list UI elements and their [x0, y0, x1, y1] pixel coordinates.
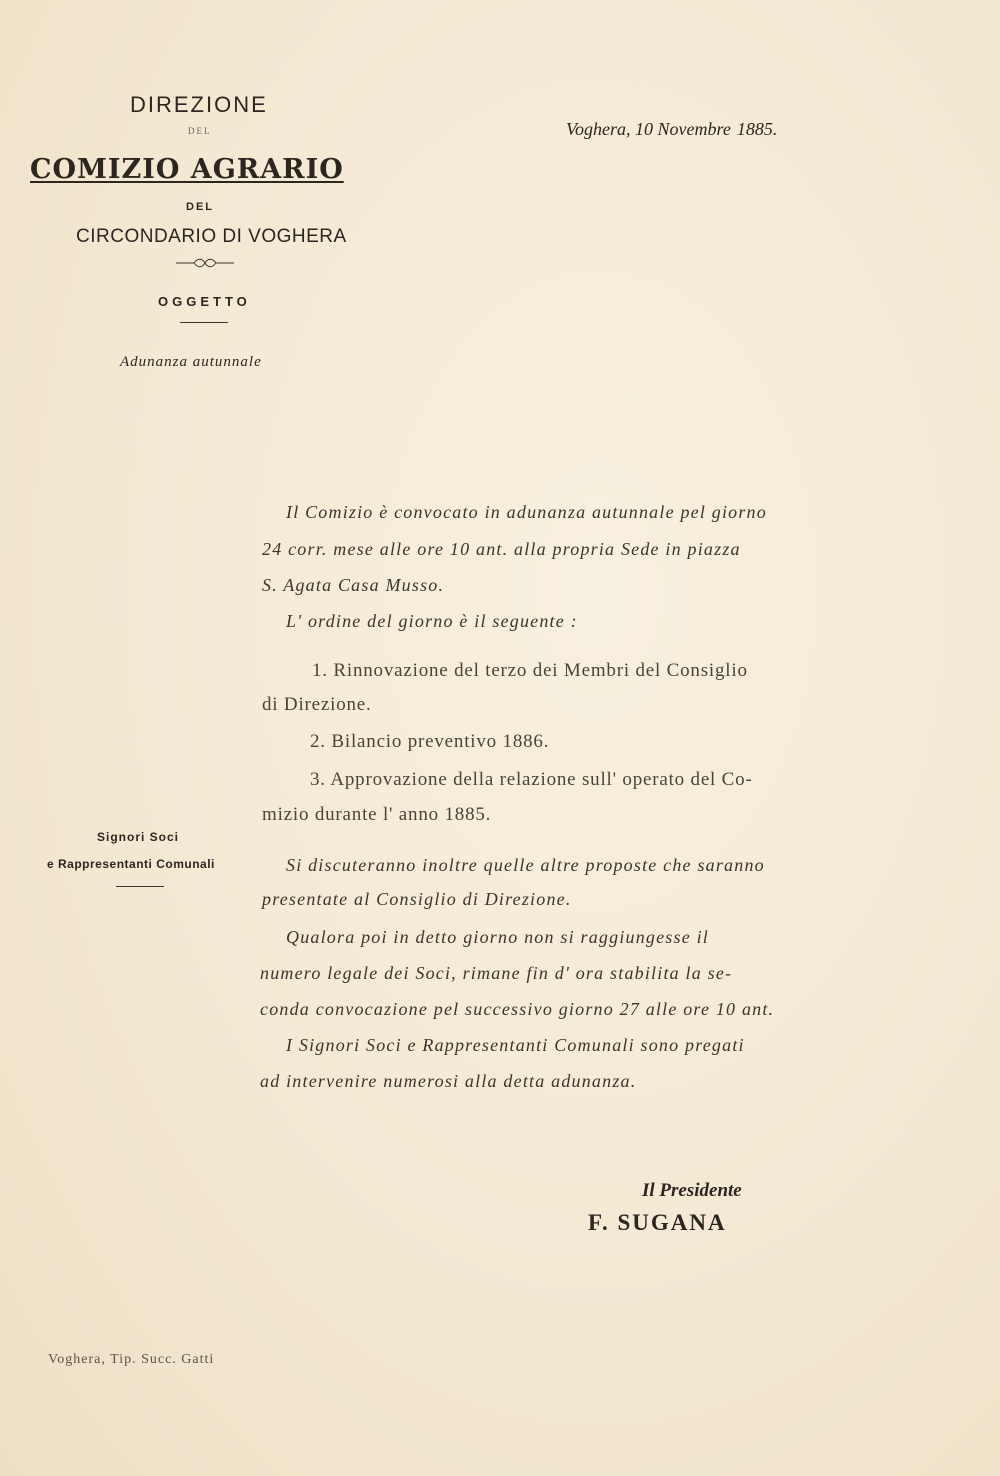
addressee-line: e Rappresentanti Comunali: [47, 857, 215, 871]
body-line: presentate al Consiglio di Direzione.: [262, 889, 572, 909]
letterhead-comizio-agrario: COMIZIO AGRARIO: [30, 154, 344, 185]
oggetto-rule: [180, 322, 228, 323]
addressee-line: Signori Soci: [97, 830, 180, 844]
body-line: 24 corr. mese alle ore 10 ant. alla propria Sede in piazza: [262, 539, 741, 559]
agenda-item: di Direzione.: [262, 694, 372, 715]
addressee-rule: [116, 886, 164, 887]
letterhead-circondario: CIRCONDARIO DI VOGHERA: [76, 226, 347, 247]
agenda-item: 1. Rinnovazione del terzo dei Membri del Consiglio: [312, 660, 748, 681]
agenda-item: 2. Bilancio preventivo 1886.: [310, 731, 550, 752]
body-line: conda convocazione pel successivo giorno 27 alle ore 10 ant.: [260, 999, 775, 1019]
agenda-intro: L' ordine del giorno è il seguente :: [286, 611, 578, 631]
oggetto-label: OGGETTO: [158, 294, 251, 309]
printer-imprint: Voghera, Tip. Succ. Gatti: [48, 1352, 215, 1367]
agenda-item: mizio durante l' anno 1885.: [262, 804, 492, 825]
body-line: I Signori Soci e Rappresentanti Comunali sono pregati: [286, 1035, 745, 1055]
letterhead-del: DEL: [186, 201, 214, 213]
body-line: ad intervenire numerosi alla detta adunanza.: [260, 1071, 637, 1091]
date-line: [566, 119, 777, 140]
signature-name: F. SUGANA: [588, 1210, 727, 1235]
ornament-icon: [176, 258, 234, 268]
date-text: Voghera, 10 Novembre: [566, 119, 731, 139]
letterhead-del-small: DEL: [188, 126, 212, 136]
signature-title: Il Presidente: [642, 1180, 742, 1201]
body-line: numero legale dei Soci, rimane fin d' ora stabilita la se-: [260, 963, 733, 983]
body-line: Qualora poi in detto giorno non si raggiungesse il: [286, 927, 710, 947]
agenda-item: 3. Approvazione della relazione sull' operato del Co-: [310, 769, 753, 790]
body-line: S. Agata Casa Musso.: [262, 575, 445, 595]
body-line: Il Comizio è convocato in adunanza autunnale pel giorno: [286, 502, 767, 522]
letterhead-direzione: DIREZIONE: [130, 92, 268, 117]
body-line: Si discuteranno inoltre quelle altre proposte che saranno: [286, 855, 765, 875]
date-year: 1885.: [736, 119, 778, 139]
subject-text: Adunanza autunnale: [120, 354, 262, 370]
